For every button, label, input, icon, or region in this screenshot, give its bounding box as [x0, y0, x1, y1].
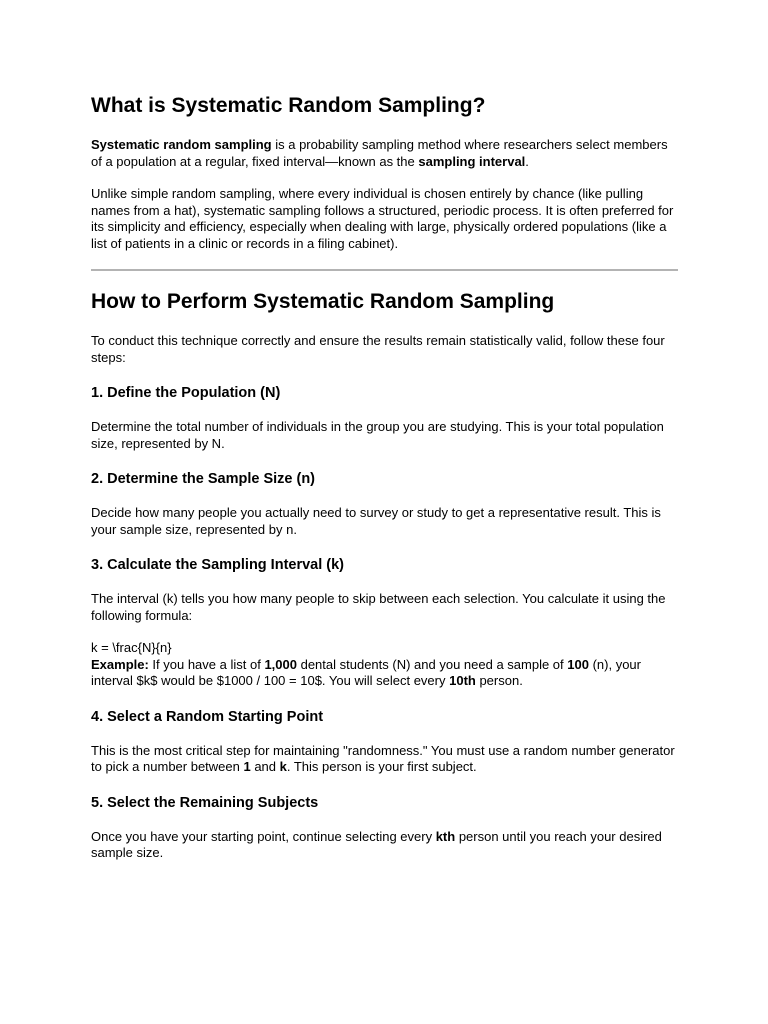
example-value-population: 1,000	[264, 656, 297, 672]
section-title-how-to: How to Perform Systematic Random Sampling	[91, 290, 555, 313]
definition-text: is a probability sampling method where researchers select members of a population at a regular, fixed interval—known as the	[91, 137, 668, 169]
comparison-paragraph: Unlike simple random sampling, where every individual is chosen entirely by chance (like pulling names from a hat), systematic sampling follows a structured, periodic process. It is often preferred for its simplicity and efficiency, especially when dealing with large, physically ordered populations (like a list of patients in a clinic or records in a filing cabinet).	[91, 186, 674, 251]
step-2-text: Decide how many people you actually need to survey or study to get a representative result. This is your sample size, represented by n.	[91, 505, 661, 537]
step-4-text-3: . This person is your first subject.	[286, 759, 477, 774]
definition-end: .	[525, 153, 529, 169]
step-5-text-1: Once you have your starting point, continue selecting every	[91, 828, 436, 844]
steps-intro-paragraph: To conduct this technique correctly and ensure the results remain statistically valid, follow these four steps:	[91, 333, 665, 365]
example-value-sample: 100	[567, 656, 589, 672]
step-4-text-1: This is the most critical step for maintaining "randomness." You must use a random number generator to pick a number between	[91, 742, 675, 774]
example-value-every: 10th	[449, 673, 476, 688]
step-4-bound-high: k	[279, 759, 287, 774]
step-5-kth: kth	[435, 828, 456, 844]
example-label: Example:	[91, 656, 149, 672]
step-5-heading: 5. Select the Remaining Subjects	[91, 794, 319, 811]
step-3-text: The interval (k) tells you how many people to skip between each selection. You calculate it using the following formula:	[91, 591, 666, 623]
step-4-text-2: and	[250, 759, 280, 774]
example-paragraph	[91, 657, 678, 690]
step-5-text-2: person until you reach your desired sample size.	[91, 828, 662, 860]
step-4-text	[91, 743, 678, 776]
term-sampling-interval: sampling interval	[418, 153, 526, 169]
step-2-heading: 2. Determine the Sample Size (n)	[91, 471, 316, 487]
step-4-bound-low: 1	[243, 759, 251, 774]
step-4-heading: 4. Select a Random Starting Point	[91, 708, 324, 725]
section-title-what-is: What is Systematic Random Sampling?	[91, 94, 486, 117]
step-5-text	[91, 829, 678, 862]
step-1-heading: 1. Define the Population (N)	[91, 385, 281, 401]
step-1-text: Determine the total number of individuals in the group you are studying. This is your total population size, represented by N.	[91, 419, 664, 451]
term-systematic-random-sampling: Systematic random sampling	[91, 137, 272, 152]
step-3-heading: 3. Calculate the Sampling Interval (k)	[91, 557, 345, 573]
formula-line: k = \frac{N}{n}	[91, 640, 172, 655]
example-text-2: dental students (N) and you need a sample of	[296, 656, 568, 672]
section-divider	[91, 269, 678, 271]
example-text-3: (n), your interval $k$ would be $1000 / 100 = 10$. You will select every	[91, 656, 641, 688]
example-text-1: If you have a list of	[148, 656, 265, 672]
example-text-4: person.	[475, 673, 523, 688]
definition-paragraph	[91, 137, 678, 170]
